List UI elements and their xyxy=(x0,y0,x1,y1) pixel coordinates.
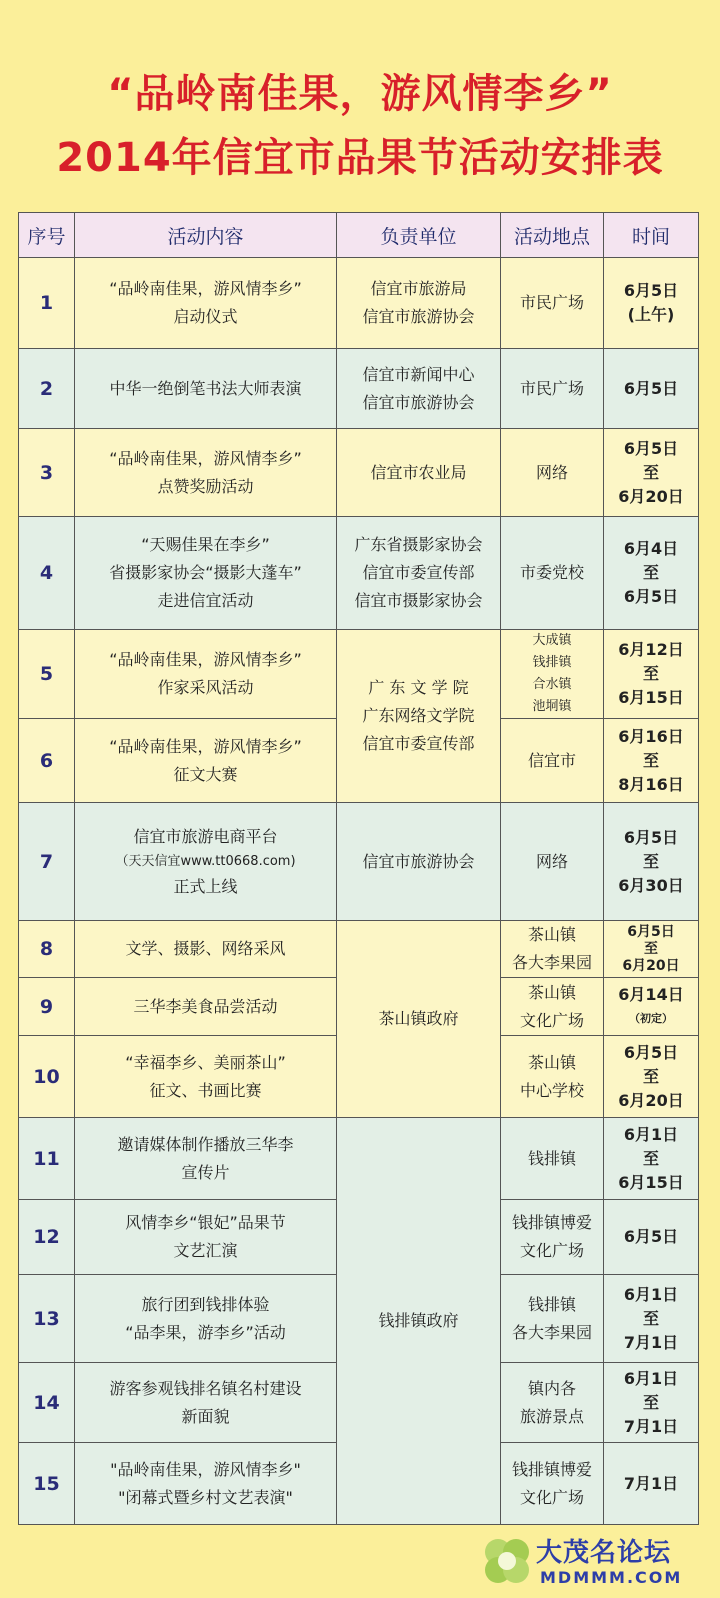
row-number: 10 xyxy=(19,1036,75,1118)
row-unit: 信宜市农业局 xyxy=(337,429,501,517)
row-number: 11 xyxy=(19,1118,75,1200)
row-place: 信宜市 xyxy=(501,719,604,803)
row-place: 钱排镇博爱 文化广场 xyxy=(501,1443,604,1525)
row-time: 6月5日 xyxy=(604,349,699,429)
row-content: 信宜市旅游电商平台 （天天信宜www.tt0668.com) 正式上线 xyxy=(75,803,337,921)
row-time: 6月5日 至 6月20日 xyxy=(604,921,699,978)
row-unit: 广 东 文 学 院 广东网络文学院 信宜市委宣传部 xyxy=(337,630,501,803)
table-row xyxy=(19,349,699,429)
row-number: 2 xyxy=(19,349,75,429)
forum-watermark xyxy=(478,1530,714,1594)
row-content: “品岭南佳果，游风情李乡” 征文大赛 xyxy=(75,719,337,803)
row-content: 风情李乡“银妃”品果节 文艺汇演 xyxy=(75,1200,337,1275)
row-number: 6 xyxy=(19,719,75,803)
row-content: 文学、摄影、网络采风 xyxy=(75,921,337,978)
row-time: 6月1日 至 7月1日 xyxy=(604,1363,699,1443)
row-unit: 信宜市旅游协会 xyxy=(337,803,501,921)
row-unit: 广东省摄影家协会 信宜市委宣传部 信宜市摄影家协会 xyxy=(337,517,501,630)
row-content: 旅行团到钱排体验 “品李果，游李乡”活动 xyxy=(75,1275,337,1363)
header-row xyxy=(19,213,699,258)
row-content: 邀请媒体制作播放三华李 宣传片 xyxy=(75,1118,337,1200)
watermark-url: MDMMM.COM xyxy=(540,1568,683,1587)
header-unit: 负责单位 xyxy=(337,213,501,258)
row-unit: 茶山镇政府 xyxy=(337,921,501,1118)
row-place: 网络 xyxy=(501,803,604,921)
row-number: 9 xyxy=(19,978,75,1036)
row-place: 市民广场 xyxy=(501,349,604,429)
row-content: “幸福李乡、美丽茶山” 征文、书画比赛 xyxy=(75,1036,337,1118)
row-time: 6月1日 至 6月15日 xyxy=(604,1118,699,1200)
row-place: 网络 xyxy=(501,429,604,517)
row-place: 钱排镇 各大李果园 xyxy=(501,1275,604,1363)
row-number: 8 xyxy=(19,921,75,978)
table-row xyxy=(19,429,699,517)
row-time: 6月1日 至 7月1日 xyxy=(604,1275,699,1363)
row-number: 7 xyxy=(19,803,75,921)
header-content: 活动内容 xyxy=(75,213,337,258)
row-content: “品岭南佳果，游风情李乡” 启动仪式 xyxy=(75,258,337,349)
row-time: 7月1日 xyxy=(604,1443,699,1525)
row-number: 12 xyxy=(19,1200,75,1275)
table-row xyxy=(19,803,699,921)
row-time: 6月16日 至 8月16日 xyxy=(604,719,699,803)
row-content: 中华一绝倒笔书法大师表演 xyxy=(75,349,337,429)
row-content: 游客参观钱排名镇名村建设 新面貌 xyxy=(75,1363,337,1443)
table-row xyxy=(19,630,699,719)
row-place: 钱排镇博爱 文化广场 xyxy=(501,1200,604,1275)
row-number: 1 xyxy=(19,258,75,349)
header-place: 活动地点 xyxy=(501,213,604,258)
row-number: 4 xyxy=(19,517,75,630)
row-place: 茶山镇 各大李果园 xyxy=(501,921,604,978)
row-content: 三华李美食品尝活动 xyxy=(75,978,337,1036)
table-row xyxy=(19,921,699,978)
row-time: 6月5日 至 6月20日 xyxy=(604,1036,699,1118)
table-row xyxy=(19,258,699,349)
title-line-2: 2014年信宜市品果节活动安排表 xyxy=(56,135,664,181)
row-place: 钱排镇 xyxy=(501,1118,604,1200)
row-unit: 信宜市新闻中心 信宜市旅游协会 xyxy=(337,349,501,429)
row-time: 6月4日 至 6月5日 xyxy=(604,517,699,630)
schedule-table xyxy=(18,212,699,1525)
row-number: 13 xyxy=(19,1275,75,1363)
row-place: 市民广场 xyxy=(501,258,604,349)
row-time: 6月5日 (上午) xyxy=(604,258,699,349)
table-row xyxy=(19,517,699,630)
row-place: 茶山镇 文化广场 xyxy=(501,978,604,1036)
row-number: 14 xyxy=(19,1363,75,1443)
row-place: 茶山镇 中心学校 xyxy=(501,1036,604,1118)
title-line-1: “品岭南佳果，游风情李乡” xyxy=(107,71,613,117)
row-time: 6月14日 （初定） xyxy=(604,978,699,1036)
row-number: 5 xyxy=(19,630,75,719)
row-place: 市委党校 xyxy=(501,517,604,630)
table-row xyxy=(19,1118,699,1200)
row-time: 6月5日 xyxy=(604,1200,699,1275)
row-place: 镇内各 旅游景点 xyxy=(501,1363,604,1443)
row-number: 3 xyxy=(19,429,75,517)
clover-icon xyxy=(478,1532,536,1590)
row-place: 大成镇 钱排镇 合水镇 池垌镇 xyxy=(501,630,604,719)
row-content: “品岭南佳果，游风情李乡” 点赞奖励活动 xyxy=(75,429,337,517)
row-unit: 钱排镇政府 xyxy=(337,1118,501,1525)
row-content: “品岭南佳果，游风情李乡” 作家采风活动 xyxy=(75,630,337,719)
header-number: 序号 xyxy=(19,213,75,258)
watermark-name: 大茂名论坛 xyxy=(536,1538,672,1568)
row-time: 6月5日 至 6月30日 xyxy=(604,803,699,921)
row-content: “天赐佳果在李乡” 省摄影家协会“摄影大蓬车” 走进信宜活动 xyxy=(75,517,337,630)
row-time: 6月5日 至 6月20日 xyxy=(604,429,699,517)
row-number: 15 xyxy=(19,1443,75,1525)
row-time: 6月12日 至 6月15日 xyxy=(604,630,699,719)
header-time: 时间 xyxy=(604,213,699,258)
row-unit: 信宜市旅游局 信宜市旅游协会 xyxy=(337,258,501,349)
row-content: "品岭南佳果，游风情李乡" "闭幕式暨乡村文艺表演" xyxy=(75,1443,337,1525)
